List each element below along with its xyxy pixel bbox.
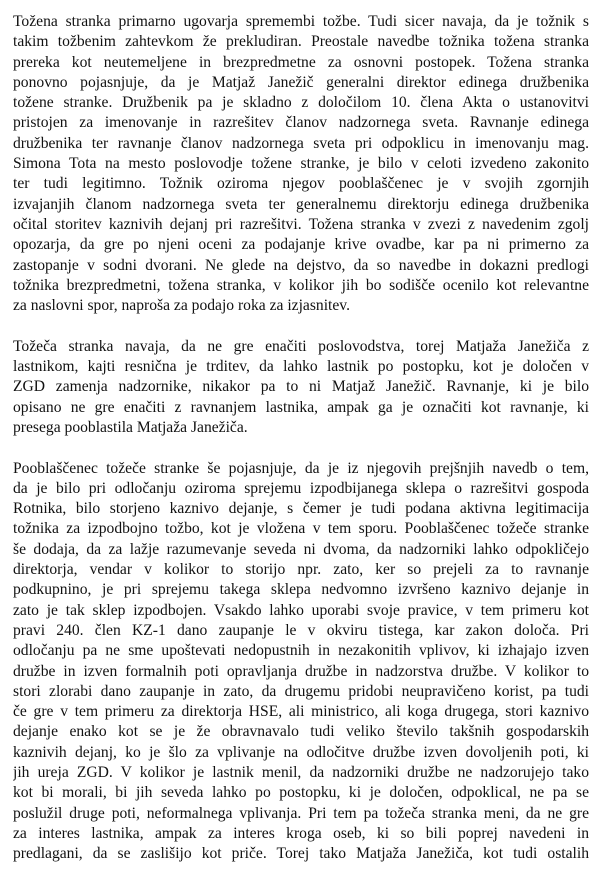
- text-line: presega pooblastila Matjaža Janežiča.: [13, 418, 248, 436]
- text-line: takim tožbenim zahtevkom že prekludiran. Preostale navedbe tožnika tožena stranka: [13, 33, 589, 51]
- text-line: poslužil druge poti, neformalnega vplivanja. Pri tem pa tožeča stranka meni, da ne gre: [13, 804, 589, 822]
- text-line: opisano ne gre enačiti z ravnanjem lastnika, ampak ga je označiti kot ravnanje, ki: [13, 398, 589, 416]
- text-line: Rotnika, bilo storjeno kaznivo dejanje, s čemer je tudi podana aktivna legitimacija: [13, 500, 589, 518]
- text-line: za naslovni spor, naproša za podajo roka za izjasnitev.: [13, 297, 350, 315]
- text-line: Pooblaščenec tožeče stranke še pojasnjuje, da je iz njegovih prejšnjih navedb o tem,: [13, 459, 589, 477]
- text-line: ponovno pojasnjuje, da je Matjaž Janežič generalni direktor edinega družbenika: [13, 73, 589, 91]
- text-line: tožene stranke. Družbenik pa je skladno z določilom 10. člena Akta o ustanovitvi: [13, 94, 589, 112]
- text-line: če gre v tem primeru za direktorja HSE, ali ministrico, ali koga drugega, stori kaznivo: [13, 703, 589, 721]
- text-line: direktorja, vendar v kolikor to storijo npr. zato, ker so prejeli za to ravnanje: [13, 561, 589, 579]
- text-line: zastopanje v sodni dvorani. Ne glede na dejstvo, da so navedbe in dokazni predlogi: [13, 256, 589, 274]
- text-line: pristojen za imenovanje in razrešitev članov nadzornega sveta. Ravnanje edinega: [13, 114, 589, 132]
- text-line: podkupnino, je pri sprejemu takega sklepa nedvomno izvršeno kaznivo dejanje in: [13, 581, 589, 599]
- paragraph-attorney-explanation: [13, 459, 589, 865]
- text-line: družbe in izven formalnih poti opravljanja družbe in nadzorstva družbe. V kolikor to: [13, 662, 589, 680]
- text-line: Tožena stranka primarno ugovarja spremembi tožbe. Tudi sicer navaja, da je tožnik s: [13, 13, 589, 30]
- text-line: za interes lastnika, ampak za interes kroga oseb, ki so bili poprej navedeni in: [13, 824, 589, 842]
- text-line: odločanju pa ne sme upoštevati nedopustnih in nezakonitih vplivov, ki izhajajo izven: [13, 642, 589, 660]
- text-line: izvajanjih članom nadzornega sveta ter generalnemu direktorju edinega družbenika: [13, 195, 589, 213]
- text-line: tožnika brezpredmetni, tožena stranka, v kolikor jih bo sodišče ocenilo kot relevantne: [13, 276, 589, 294]
- document-page: [13, 12, 589, 885]
- text-line: tožnika za izpodbojno tožbo, kot je vložena v tem sporu. Pooblaščenec tožeče stranke: [13, 520, 589, 538]
- text-line: jih ureja ZGD. V kolikor je lastnik menil, da nadzorniki družbe ne nadzorujejo tako: [13, 763, 589, 781]
- text-line: zato je tak sklep izpodbojen. Vsakdo lahko uporabi svoje pravice, v tem primeru kot: [13, 601, 589, 619]
- text-line: kaznivih dejanj, ko je šlo za vplivanje na odločitve družbe izven dovoljenih poti, ki: [13, 743, 589, 761]
- text-line: stori zlorabi dano zaupanje in zato, da drugemu pridobi neupravičeno korist, pa tudi: [13, 682, 589, 700]
- text-line: predlagani, da se zaslišijo kot priče. Torej tako Matjaža Janežiča, kot tudi ostalih: [13, 845, 589, 863]
- text-line: ZGD zamenja nadzornike, nikakor pa to ni Matjaž Janežič. Ravnanje, ki je bilo: [13, 378, 589, 396]
- text-line: družbenika ter ravnanje članov nadzornega sveta pri odpoklicu in imenovanju mag.: [13, 134, 589, 152]
- text-line: opozarja, da gre po njeni oceni za podajanje krive ovadbe, kar pa ni primerno za: [13, 236, 589, 254]
- text-line: Simona Tota na mesto poslovodje tožene stranke, je bilo v celoti izvedeno zakonito: [13, 155, 589, 173]
- text-line: prereka kot neutemeljene in brezpredmetne za osnovni postopek. Tožena stranka: [13, 53, 589, 71]
- paragraph-plaintiff-statement: [13, 337, 589, 438]
- text-line: očital storitev kaznivih dejanj pri razrešitvi. Tožena stranka v zvezi z navedenim zgolj: [13, 215, 589, 233]
- text-line: dejanje enako kot se je že obravnavalo tudi veliko število takšnih gospodarskih: [13, 723, 589, 741]
- text-line: pravi 240. člen KZ-1 dano zaupanje le v okviru tistega, kar zakon določa. Pri: [13, 621, 589, 639]
- text-line: Tožeča stranka navaja, da ne gre enačiti poslovodstva, torej Matjaža Janežiča z: [13, 337, 589, 355]
- text-line: ter tudi legitimno. Tožnik oziroma njegov pooblaščenec je v svojih zgornjih: [13, 175, 589, 193]
- text-line: lastnikom, kajti resnična je trditev, da lahko lastnik po postopku, kot je določen v: [13, 358, 589, 376]
- text-line: da je bilo pri odločanju oziroma sprejemu izpodbijanega sklepa o razrešitvi gospoda: [13, 479, 589, 497]
- text-line: še dodaja, da za lažje razumevanje seveda ni dvoma, da nadzorniki lahko odpokličejo: [13, 540, 589, 558]
- paragraph-defendant-response: [13, 12, 589, 316]
- text-line: kot bi morali, bi jih seveda lahko po postopku, ki je določen, odpoklical, ne pa se: [13, 784, 589, 802]
